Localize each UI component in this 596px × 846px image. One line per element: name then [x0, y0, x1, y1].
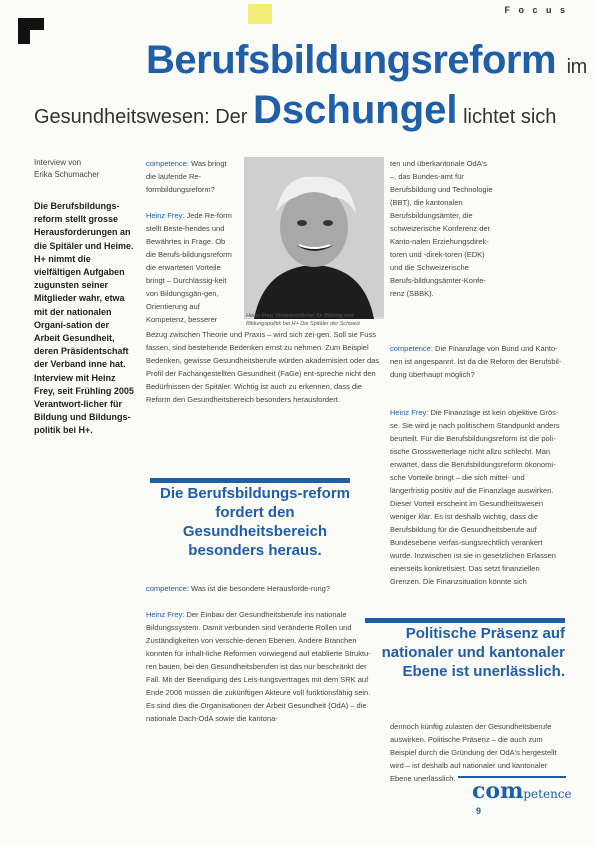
- pull-quote-2: Politische Präsenz auf nationaler und kantonaler Ebene ist unerlässlich.: [381, 625, 565, 680]
- q2-label: competence:: [390, 344, 433, 353]
- pull-quote-1-rule: [150, 478, 350, 483]
- a2-label: Heinz Frey:: [390, 408, 429, 417]
- a1-text: Jede Re-form stellt Beste-hendes und Bewährtes in Frage. Ob die Berufs-bildungsreform die erwarteten Vorteile bringt – Durchlässig-keit von Bildungsgän-gen, Orientierung auf Kompetenz, besserer: [146, 211, 232, 324]
- q1-label: competence:: [146, 159, 189, 168]
- q3-text: Was ist die besondere Herausforde-rung?: [191, 584, 331, 593]
- photo-caption: Heinz Frey, Verantwortlicher für Bildung und Bildungspolitik bei H+ Die Spitäler der Schweiz: [246, 313, 361, 327]
- q1-text: Was bringt die laufende Re-formbildungsreform?: [146, 159, 227, 194]
- a3-label: Heinz Frey:: [146, 610, 185, 619]
- a3-text: Der Einbau der Gesundheitsberufe ins nationale Bildungssystem. Damit verbunden sind veränderte Rollen und Zuständigkeiten von verschie-denen Ebenen. Andere Branchen konnten für inhalt-liche Reformen vorwiegend auf etablierte Struktu-ren bauen, bei den Gesundheitsberufen ist das nur beschränkt der Fall. Mit der Beendigung des Leis-tungsvertrages mit dem SRK auf Ende 2006 müssen die zukünftigen Akteure voll funktionsfähig sein. Es sind dies die Organisationen der Arbeit Gesundheit (OdA) – die nationale Dach-OdA sowie die kantona-: [146, 610, 371, 723]
- byline-label: Interview von: [34, 158, 82, 167]
- portrait-photo: [244, 157, 384, 319]
- interview-a2: [390, 406, 562, 588]
- a2-text: Die Finanzlage ist kein objektive Grös-se. Sie wird je nach politischem Standpunkt anders beurteilt. Für die Berufsbildungsreform ist die poli-tische Grosswetterlage nicht allzu schlecht. Man erwartet, dass die Berufsbildungsreform ökonomi-sche Vorteile bringt – die sich mittel- und längerfristig positiv auf die Finanzlage auswirken. Dieser Vorteil erscheint im Gesundheitswesen weniger klar. Es ist deshalb wichtig, dass die Berufsbildung für die Gesundheitsberufe auf Bundesebene verfas-sungsrechtlich verankert wurde. Inzwischen ist sie in gesetzlichen Erlassen einerseits konkretisiert. Das setzt finanziellen Grenzen. Die Finanzsituation könnte sich: [390, 408, 560, 586]
- answer-1-continued: Bezug zwischen Theorie und Praxis – wird sich zei-gen. Soll sie Fuss fassen, sind bestehende Bedenken ernst zu nehmen. Zum Beispiel Bedenken, gewisse Gesundheitsberufe würden akademisiert oder das Profil der Fachangestellten Gesundheit (FaGe) ent-spreche nicht den Bedürfnissen der Spitäler. Wichtig ist auch zu erkennen, dass die Reform den Gesundheitsbereich besonders herausfordert.: [146, 330, 380, 404]
- byline-author: Erika Schumacher: [34, 170, 100, 179]
- page-number: 9: [476, 806, 482, 816]
- pull-quote-1: Die Berufsbildungs-reform fordert den Gesundheitsbereich besonders heraus.: [159, 485, 351, 559]
- a1-label: Heinz Frey:: [146, 211, 185, 220]
- interview-q3-a3: [146, 582, 374, 725]
- logo-text: competence: [472, 778, 572, 804]
- corner-notch: [30, 30, 44, 44]
- lead-paragraph: Die Berufsbildungs-reform stellt grosse Herausforderungen an die Spitäler und Heime. H+ nimmt die vielfältigen Aufgaben zugunsten seiner Mitglieder wahr, etwa mit der nationalen Organi-sation der Arbeit Gesundheit, deren Präsidentschaft der Verband inne hat. Interview mit Heinz Frey, seit Frühling 2005 Verantwort-licher für Bildung und Bildungs-politik bei H+.: [34, 201, 134, 436]
- q3-label: competence:: [146, 584, 189, 593]
- interview-q1-a1: [146, 157, 236, 326]
- title-line-1: Berufsbildungsreform im: [146, 38, 587, 82]
- column-3-bottom: dennoch künftig zulasten der Gesundheitsberufe auswirken. Politische Präsenz – die auch zum Beispiel durch die Gründung der OdA's hergestellt wird – ist deshalb auf nationaler und kantonaler Ebene unerlässlich.: [390, 722, 557, 783]
- section-label: F o c u s: [504, 5, 568, 15]
- byline: [34, 157, 124, 181]
- pull-quote-2-rule: [365, 618, 565, 623]
- q2-text: Die Finanzlage von Bund und Kanto-nen ist angespannt. Ist da die Reform der Berufsbil-dung überhaupt möglich?: [390, 344, 562, 379]
- interview-q2: [390, 342, 562, 381]
- column-3-top: ten und überkantonale OdA's –, das Bundes-amt für Berufsbildung und Technologie (BBT), die kantonalen Berufsbildungsämter, die schweizerische Konferenz der Kanto-nalen Erziehungsdirek-toren und -direk-toren (EDK) und die Schweizerische Berufs-bildungsämter-Konfe-renz (SBBK).: [390, 159, 493, 298]
- competence-logo: [462, 776, 572, 806]
- title-line-2: Gesundheitswesen: Der Dschungel lichtet sich: [34, 88, 557, 132]
- sticky-note: [248, 4, 272, 24]
